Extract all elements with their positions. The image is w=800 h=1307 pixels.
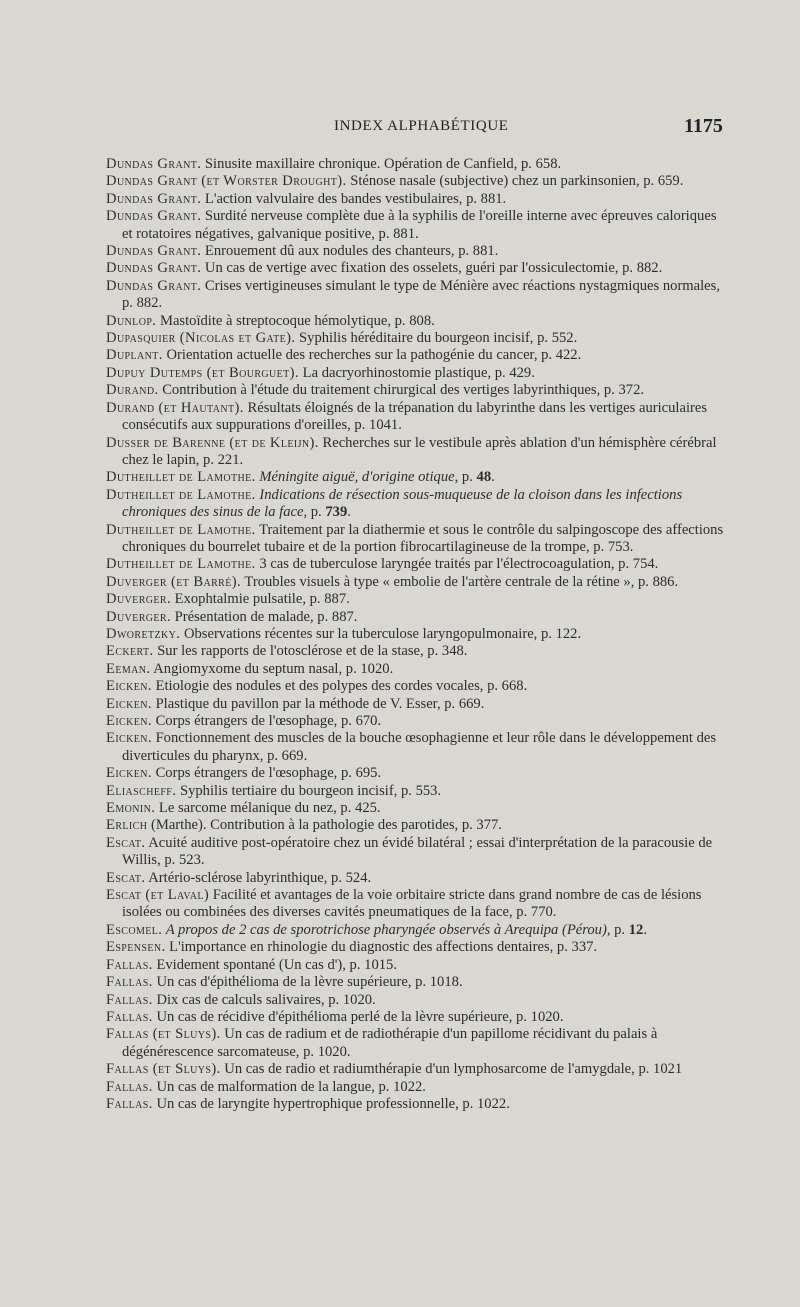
- index-entry: [106, 661, 724, 678]
- entry-page-bold: 12: [628, 921, 644, 938]
- entry-author: Duplant.: [106, 347, 163, 364]
- index-entry: [106, 278, 724, 313]
- index-entry: [106, 400, 724, 435]
- entry-tail: .: [491, 469, 495, 486]
- index-entry: [106, 330, 724, 347]
- page-header: [0, 115, 800, 138]
- entry-text: Crises vertigineuses simulant le type de Ménière avec réactions nystagmiques normales, p. 882.: [122, 277, 720, 312]
- index-entry: [106, 696, 724, 713]
- entry-text: L'action valvulaire des bandes vestibulaires, p. 881.: [201, 190, 507, 207]
- index-entry: [106, 365, 724, 382]
- index-entry: [106, 1096, 724, 1113]
- entry-text: La dacryorhinostomie plastique, p. 429.: [299, 364, 535, 381]
- entry-author: Fallas.: [106, 974, 153, 991]
- entry-text: Un cas de malformation de la langue, p. 1022.: [152, 1078, 426, 1095]
- index-entries: [106, 156, 724, 1113]
- entry-author: Dupasquier (Nicolas et Gate).: [106, 330, 296, 347]
- entry-author: Dunlop.: [106, 312, 157, 329]
- index-entry: [106, 800, 724, 817]
- entry-author: Eeman.: [106, 660, 151, 677]
- entry-text: Le sarcome mélanique du nez, p. 425.: [155, 800, 381, 817]
- entry-text: Un cas de récidive d'épithélioma perlé de la lèvre supérieure, p. 1020.: [152, 1008, 564, 1025]
- entry-tail: .: [643, 921, 647, 938]
- entry-text: Un cas d'épithélioma de la lèvre supérieure, p. 1018.: [152, 974, 463, 991]
- index-entry: [106, 574, 724, 591]
- entry-page-bold: 48: [476, 469, 492, 486]
- entry-italic-title: A propos de 2 cas de sporotrichose pharyngée observés à Arequipa (Pérou),: [162, 921, 611, 938]
- index-entry: [106, 208, 724, 243]
- entry-author: Fallas.: [106, 1078, 153, 1095]
- entry-author: Dutheillet de Lamothe.: [106, 469, 256, 486]
- entry-author: Eliascheff.: [106, 782, 177, 799]
- entry-text: Artério-sclérose labyrinthique, p. 524.: [145, 869, 372, 886]
- index-entry: [106, 556, 724, 573]
- entry-text: Sinusite maxillaire chronique. Opération de Canfield, p. 658.: [201, 156, 562, 172]
- entry-text: Présentation de malade, p. 887.: [171, 608, 358, 625]
- entry-text: Acuité auditive post-opératoire chez un évidé bilatéral ; essai d'interprétation de la paracousie de Willis, p. 523.: [122, 834, 713, 869]
- index-entry: [106, 487, 724, 522]
- index-entry: [106, 730, 724, 765]
- entry-text: Observations récentes sur la tuberculose laryngopulmonaire, p. 122.: [180, 625, 582, 642]
- index-entry: [106, 835, 724, 870]
- entry-text: Un cas de laryngite hypertrophique professionnelle, p. 1022.: [152, 1095, 510, 1112]
- entry-text: Un cas de radium et de radiothérapie d'un papillome récidivant du palais à dégénérescence sarcomateuse, p. 1020.: [122, 1026, 658, 1060]
- entry-text: Corps étrangers de l'œsophage, p. 695.: [151, 765, 382, 782]
- index-entry: [106, 817, 724, 834]
- entry-author: Eckert.: [106, 643, 154, 660]
- entry-author: Dusser de Barenne (et de Kleijn).: [106, 434, 319, 451]
- entry-text: Traitement par la diathermie et sous le contrôle du salpingoscope des affections chroniques du bourrelet tubaire et de la portion fibrocartilagineuse de la trompe, p. 753.: [122, 521, 724, 555]
- entry-text: p.: [307, 504, 326, 521]
- entry-author: Fallas.: [106, 956, 153, 973]
- index-entry: [106, 887, 724, 922]
- entry-author: Dutheillet de Lamothe.: [106, 556, 256, 573]
- entry-author: Dundas Grant.: [106, 156, 202, 172]
- index-entry: [106, 922, 724, 939]
- entry-text: Un cas de vertige avec fixation des osselets, guéri par l'ossiculectomie, p. 882.: [201, 260, 663, 277]
- entry-author: Duverger (et Barré).: [106, 573, 242, 590]
- index-entry: [106, 992, 724, 1009]
- entry-text: p.: [610, 921, 629, 938]
- entry-author: Eicken.: [106, 730, 152, 747]
- entry-author: Durand (et Hautant).: [106, 399, 244, 416]
- entry-author: Dundas Grant.: [106, 190, 202, 207]
- index-entry: [106, 469, 724, 486]
- entry-text: Plastique du pavillon par la méthode de V. Esser, p. 669.: [151, 695, 485, 712]
- entry-author: Escat.: [106, 869, 146, 886]
- entry-author: Erlich: [106, 817, 148, 834]
- index-entry: [106, 382, 724, 399]
- entry-text: Résultats éloignés de la trépanation du labyrinthe dans les vertiges auriculaires consécutifs aux suppurations d'oreilles, p. 1041.: [122, 399, 708, 434]
- entry-author: Eicken.: [106, 765, 152, 782]
- index-entry: [106, 678, 724, 695]
- entry-text: Exophtalmie pulsatile, p. 887.: [171, 591, 350, 608]
- entry-author: Dutheillet de Lamothe.: [106, 486, 256, 503]
- entry-text: Sur les rapports de l'otosclérose et de la stase, p. 348.: [153, 643, 468, 660]
- index-entry: [106, 1079, 724, 1096]
- entry-text: Sténose nasale (subjective) chez un parkinsonien, p. 659.: [346, 173, 684, 190]
- entry-author: Dutheillet de Lamothe.: [106, 521, 256, 538]
- entry-text: p.: [458, 469, 477, 486]
- entry-text: Contribution à l'étude du traitement chirurgical des vertiges labyrinthiques, p. 372.: [158, 382, 645, 399]
- entry-author: Escomel.: [106, 921, 163, 938]
- entry-author: Fallas (et Sluys).: [106, 1061, 221, 1078]
- index-entry: [106, 591, 724, 608]
- entry-text: Troubles visuels à type « embolie de l'artère centrale de la rétine », p. 886.: [241, 573, 679, 590]
- index-entry: [106, 713, 724, 730]
- entry-author: Duverger.: [106, 591, 172, 608]
- index-entry: [106, 974, 724, 991]
- entry-text: L'importance en rhinologie du diagnostic des affections dentaires, p. 337.: [165, 939, 598, 956]
- index-entry: [106, 156, 724, 173]
- index-entry: [106, 435, 724, 470]
- entry-text: Dix cas de calculs salivaires, p. 1020.: [152, 991, 376, 1008]
- entry-text: Corps étrangers de l'œsophage, p. 670.: [151, 713, 382, 729]
- entry-author: Eicken.: [106, 678, 152, 695]
- index-entry: [106, 260, 724, 277]
- page-title: INDEX ALPHABÉTIQUE: [334, 118, 509, 134]
- entry-text: Mastoïdite à streptocoque hémolytique, p. 808.: [156, 312, 435, 329]
- entry-author: Dworetzky.: [106, 625, 181, 642]
- entry-text: Surdité nerveuse complète due à la syphilis de l'oreille interne avec épreuves caloriques et rotatoires négatives, galvanique positive, p. 881.: [122, 208, 717, 242]
- entry-tail: .: [347, 504, 351, 521]
- index-entry: [106, 643, 724, 660]
- entry-text: (Marthe). Contribution à la pathologie des parotides, p. 377.: [147, 817, 502, 834]
- entry-author: Dundas Grant.: [106, 208, 202, 225]
- entry-author: Durand.: [106, 382, 159, 399]
- index-entry: [106, 783, 724, 800]
- entry-text: 3 cas de tuberculose laryngée traités par l'électrocoagulation, p. 754.: [255, 556, 659, 573]
- index-entry: [106, 626, 724, 643]
- index-entry: [106, 957, 724, 974]
- entry-text: Enrouement dû aux nodules des chanteurs, p. 881.: [201, 243, 499, 260]
- index-entry: [106, 313, 724, 330]
- entry-italic-title: Méningite aiguë, d'origine otique,: [255, 469, 459, 486]
- entry-author: Escat (et Laval): [106, 887, 210, 904]
- entry-author: Fallas (et Sluys).: [106, 1026, 221, 1043]
- index-entry: [106, 243, 724, 260]
- index-entry: [106, 939, 724, 956]
- entry-author: Dupuy Dutemps (et Bourguet).: [106, 364, 299, 381]
- entry-author: Fallas.: [106, 1008, 153, 1025]
- entry-author: Eicken.: [106, 713, 152, 729]
- entry-text: Un cas de radio et radiumthérapie d'un lymphosarcome de l'amygdale, p. 1021: [220, 1061, 683, 1078]
- index-entry: [106, 173, 724, 190]
- entry-italic-title: Indications de résection sous-muqueuse de la cloison dans les infections chroniques des sinus de la face,: [122, 486, 683, 521]
- entry-author: Emonin.: [106, 800, 156, 817]
- index-entry: [106, 1061, 724, 1078]
- index-entry: [106, 1009, 724, 1026]
- entry-text: Syphilis héréditaire du bourgeon incisif, p. 552.: [295, 330, 578, 347]
- entry-author: Dundas Grant.: [106, 243, 202, 260]
- index-entry: [106, 522, 724, 557]
- index-entry: [106, 191, 724, 208]
- entry-text: Syphilis tertiaire du bourgeon incisif, p. 553.: [176, 782, 442, 799]
- index-entry: [106, 609, 724, 626]
- index-entry: [106, 870, 724, 887]
- entry-author: Eicken.: [106, 695, 152, 712]
- index-entry: [106, 1026, 724, 1061]
- page-number: 1175: [684, 115, 723, 137]
- entry-text: Evidement spontané (Un cas d'), p. 1015.: [152, 956, 397, 973]
- entry-author: Dundas Grant.: [106, 260, 202, 277]
- entry-text: Etiologie des nodules et des polypes des cordes vocales, p. 668.: [151, 678, 528, 695]
- entry-author: Fallas.: [106, 991, 153, 1008]
- index-entry: [106, 765, 724, 782]
- entry-author: Dundas Grant.: [106, 277, 202, 294]
- index-entry: [106, 347, 724, 364]
- entry-text: Facilité et avantages de la voie orbitaire stricte dans grand nombre de cas de lésions isolées ou combinées des diverses cavités pneumatiques de la face, p. 770.: [122, 887, 702, 921]
- entry-author: Duverger.: [106, 608, 172, 625]
- entry-text: Recherches sur le vestibule après ablation d'un hémisphère cérébral chez le lapin, p. 221.: [122, 434, 717, 468]
- entry-page-bold: 739: [325, 504, 348, 521]
- entry-text: Orientation actuelle des recherches sur la pathogénie du cancer, p. 422.: [162, 347, 582, 364]
- entry-author: Espensen.: [106, 939, 166, 956]
- entry-author: Dundas Grant (et Worster Drought).: [106, 173, 347, 190]
- entry-text: Angiomyxome du septum nasal, p. 1020.: [150, 660, 394, 677]
- entry-text: Fonctionnement des muscles de la bouche œsophagienne et leur rôle dans le développement des diverticules du pharynx, p. 669.: [122, 730, 717, 764]
- entry-author: Escat.: [106, 834, 146, 851]
- entry-author: Fallas.: [106, 1095, 153, 1112]
